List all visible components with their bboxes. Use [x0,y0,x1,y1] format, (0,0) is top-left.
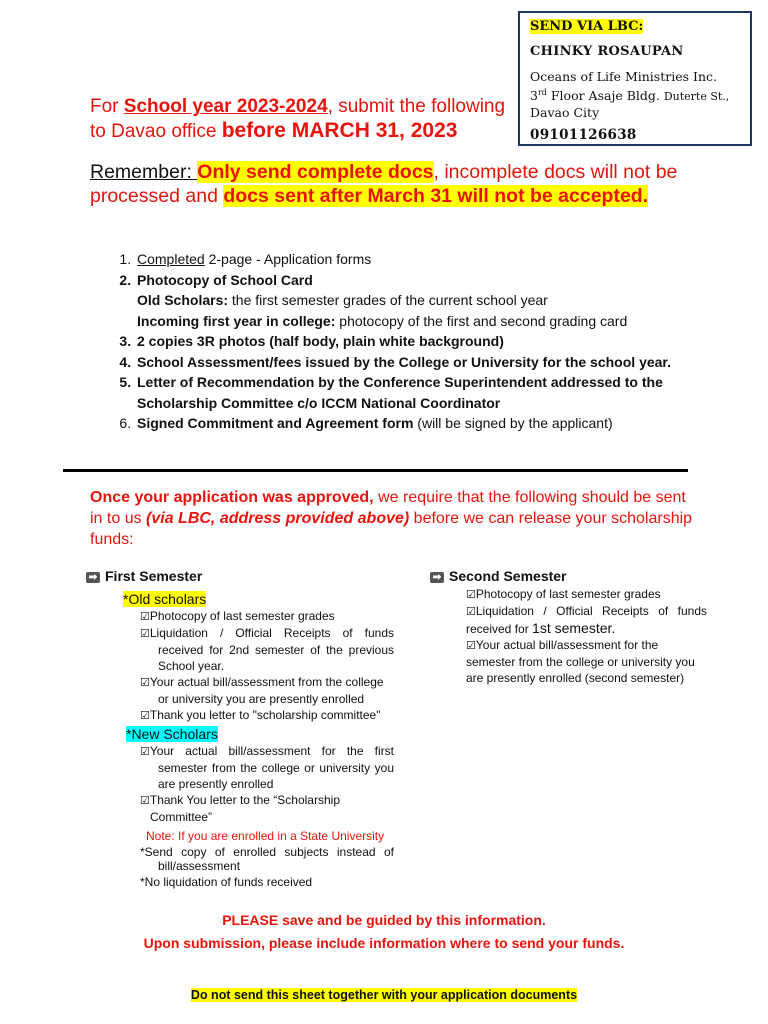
checklist-item: ☑Your actual bill/assessment from the college or university you are presently enrolled [140,675,384,706]
requirement-item: 1. Completed 2-page - Application forms [135,249,735,270]
school-year: School year 2023-2024 [123,96,328,117]
requirement-item: 6. Signed Commitment and Agreement form (will be signed by the applicant) [135,413,735,434]
checkbox-icon: ☑ [466,606,476,618]
second-semester-list [466,586,707,686]
checklist-item: ☑Liquidation / Official Receipts of funds received for 2nd semester of the previous School year. [140,626,394,673]
requirements-list [95,249,735,434]
first-semester-heading: ➡ First Semester [86,568,202,584]
second-semester-heading: ➡ Second Semester [430,568,567,584]
checkbox-icon: ☑ [140,710,150,722]
footer-instructions [0,909,768,955]
footer-warning: Do not send this sheet together with your application documents [190,988,578,1002]
checklist-item: ☑Thank You letter to the “Scholarship Committee” [140,793,340,824]
address-lines [530,69,740,121]
checklist-item: ☑Liquidation / Official Receipts of funds received for 1st semester. [466,604,707,636]
checklist-item: ☑Thank you letter to "scholarship committee" [140,708,381,722]
deadline: before MARCH 31, 2023 [221,119,458,142]
state-university-list [140,845,394,890]
org-name: Oceans of Life Ministries Inc. [530,69,717,84]
old-scholars-heading: *Old scholars [123,591,207,607]
requirement-item: 3. 2 copies 3R photos (half body, plain white background) [135,331,735,352]
approval-notice: Once your application was approved, we require that the following should be sent in to us (via LBC, address provided above) before we can release your scholarship funds: [90,489,693,548]
checkbox-icon: ☑ [140,628,150,640]
checkbox-icon: ☑ [140,611,150,623]
note-item: *Send copy of enrolled subjects instead of bill/assessment [140,845,394,873]
submission-header: For School year 2023-2024, submit the following to Davao office before MARCH 31, 2023 [90,96,506,142]
new-scholars-heading: *New Scholars [126,726,218,742]
checklist-item: ☑Photocopy of last semester grades [466,587,661,601]
checkbox-icon: ☑ [140,746,150,758]
old-scholars-list [140,608,394,724]
checkbox-icon: ☑ [466,640,476,652]
checklist-item: ☑Your actual bill/assessment for the first semester from the college or university you are presently enrolled [140,744,394,791]
checkbox-icon: ☑ [140,795,150,807]
arrow-right-icon: ➡ [86,572,100,583]
remember-notice: Remember: Only send complete docs, incomplete docs will not be processed and docs sent after March 31 will not be accepted. [90,161,678,207]
checklist-item: ☑Your actual bill/assessment for the semester from the college or university you are presently enrolled (second semester) [466,638,695,685]
recipient-name: CHINKY ROSAUPAN [530,44,684,59]
footer-line-1: PLEASE save and be guided by this information. [222,912,546,928]
note-item: *No liquidation of funds received [140,875,313,889]
requirement-item: 4. School Assessment/fees issued by the College or University for the school year. [135,352,735,373]
address-title: SEND VIA LBC: [530,19,644,34]
footer-line-2: Upon submission, please include information where to send your funds. [143,935,625,951]
requirement-item: 2. Photocopy of School Card Old Scholars: the first semester grades of the current school year Incoming first year in college: photocopy of the first and second grading card [135,270,735,332]
checklist-item: ☑Photocopy of last semester grades [140,609,335,623]
checkbox-icon: ☑ [140,677,150,689]
arrow-right-icon: ➡ [430,572,444,583]
phone-number: 09101126638 [530,127,637,144]
checkbox-icon: ☑ [466,589,476,601]
address-street: 3rd Floor Asaje Bldg. Duterte St., [530,88,730,104]
requirement-item: 5. Letter of Recommendation by the Conference Superintendent addressed to the Scholarship Committee c/o ICCM National Coordinator [135,372,735,413]
lbc-address-box [518,11,752,146]
divider [63,469,688,472]
state-university-note: Note: If you are enrolled in a State University [146,829,385,843]
new-scholars-list [140,743,394,825]
address-city: Davao City [530,105,600,121]
